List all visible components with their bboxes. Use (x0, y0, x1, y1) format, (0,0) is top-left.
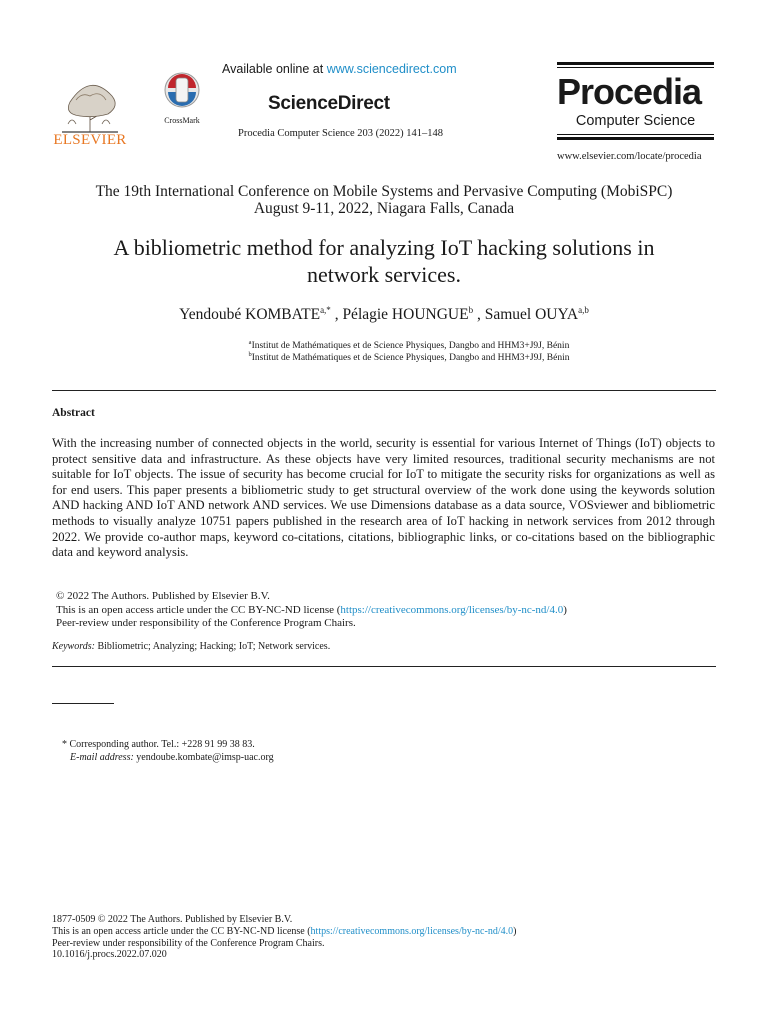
journal-reference: Procedia Computer Science 203 (2022) 141–148 (238, 128, 443, 139)
corresponding-author-line: * Corresponding author. Tel.: +228 91 99 38 83. (62, 739, 255, 750)
author-name: Samuel OUYA (484, 306, 579, 324)
affiliation-text: Institut de Mathématiques et de Science Physiques, Dangbo and HHM3+J9J, Bénin (251, 341, 570, 352)
affiliation-mark: a (248, 339, 252, 346)
footer-license-link[interactable]: https://creativecommons.org/licenses/by-nc-nd/4.0 (310, 925, 514, 937)
issn-line: 1877-0509 © 2022 The Authors. Published by Elsevier B.V. (52, 914, 293, 925)
page-footer (52, 914, 516, 961)
section-divider (52, 390, 716, 391)
paper-title (0, 234, 768, 288)
keywords (52, 641, 330, 652)
keywords-text: Bibliometric; Analyzing; Hacking; IoT; Network services. (94, 641, 331, 652)
corresponding-author-footnote (62, 738, 274, 764)
footer-peer-review: Peer-review under responsibility of the Conference Program Chairs. (52, 937, 325, 949)
license-suffix: ) (563, 603, 567, 616)
journal-url[interactable]: www.elsevier.com/locate/procedia (557, 151, 702, 162)
author-affiliation-mark: a,b (578, 305, 589, 315)
affiliation (0, 351, 768, 363)
crossmark-label: CrossMark (164, 116, 200, 125)
masthead-rule-bottom-thick (557, 137, 714, 140)
license-prefix: This is an open access article under the CC BY-NC-ND license ( (56, 603, 341, 616)
email-label: E-mail address: (70, 752, 134, 763)
paper-title-line-1: A bibliometric method for analyzing IoT hacking solutions in (113, 235, 655, 260)
copyright-line: © 2022 The Authors. Published by Elsevier B.V. (56, 590, 270, 602)
email-line (62, 751, 274, 764)
author-list: Yendoubé $KOMBATE^{a,*}$ , Pélagie HOUNGUE$^b$ , Samuel OUYA$^{a,b}$ (179, 305, 589, 324)
keywords-label: Keywords: (52, 641, 95, 652)
footer-license-suffix: ) (513, 925, 517, 937)
masthead-rule-top (557, 62, 714, 65)
sciencedirect-logo: ScienceDirect (268, 93, 390, 114)
masthead-rule-top-thin (557, 67, 714, 68)
email-address[interactable]: yendoube.kombate@imsp-uac.org (133, 752, 274, 763)
masthead-rule-bottom (557, 134, 714, 135)
affiliation-mark: b (248, 351, 252, 358)
sciencedirect-link[interactable]: www.sciencedirect.com (326, 62, 457, 76)
journal-subtitle: Computer Science (575, 113, 696, 129)
license-link[interactable]: https://creativecommons.org/licenses/by-nc-nd/4.0 (340, 603, 564, 616)
journal-title: Procedia (557, 71, 702, 112)
crossmark-badge[interactable] (157, 70, 207, 125)
footer-license-line (52, 926, 516, 938)
crossmark-icon (162, 70, 202, 110)
conference-name: The 19th International Conference on Mobile Systems and Pervasive Computing (MobiSPC) (95, 183, 673, 200)
abstract-body: With the increasing number of connected objects in the world, security is essential for various Internet of Things (IoT) objects to protect sensitive data and infrastructure. As these objects have very limited resources, traditional security mechanisms are not suitable for IoT objects. The issue of security has become crucial for IoT to mitigate the security risks for organizations as well as for end users. This paper presents a bibliometric study to get structural overview of the work done using the keywords solution AND hacking AND IoT AND network AND services. We use Dimensions database as a data source, VOSviewer and bibliometric methods to visually analyze 10751 papers published in the research area of IoT hacking in network services from 2012 through 2022. We provide co-author maps, keyword co-citations, citations, bibliographic links, or co-citations based on the bibliographic data and keyword analysis. (52, 436, 715, 560)
author-affiliation-mark: b (468, 305, 474, 315)
author-name: Yendoubé KOMBATE (179, 306, 321, 324)
license-line (56, 604, 567, 618)
elsevier-wordmark: ELSEVIER (53, 132, 127, 148)
peer-review-line: Peer-review under responsibility of the Conference Program Chairs. (56, 617, 356, 629)
author-name: Pélagie HOUNGUE (342, 306, 469, 324)
procedia-masthead (557, 62, 714, 140)
section-divider (52, 666, 716, 667)
footer-license-prefix: This is an open access article under the CC BY-NC-ND license ( (52, 925, 311, 937)
footnote-rule (52, 703, 114, 704)
conference-date: August 9-11, 2022, Niagara Falls, Canada (253, 200, 515, 217)
paper-title-line-2: network services. (307, 262, 461, 287)
affiliation-text: Institut de Mathématiques et de Science Physiques, Dangbo and HHM3+J9J, Bénin (251, 353, 570, 364)
affiliation (0, 339, 768, 351)
author-affiliation-mark: a,* (320, 305, 331, 315)
copyright-notice (56, 590, 567, 631)
abstract-heading: Abstract (52, 407, 95, 419)
available-online (222, 62, 457, 76)
doi[interactable]: 10.1016/j.procs.2022.07.020 (52, 949, 167, 961)
available-prefix: Available online at (222, 62, 327, 76)
